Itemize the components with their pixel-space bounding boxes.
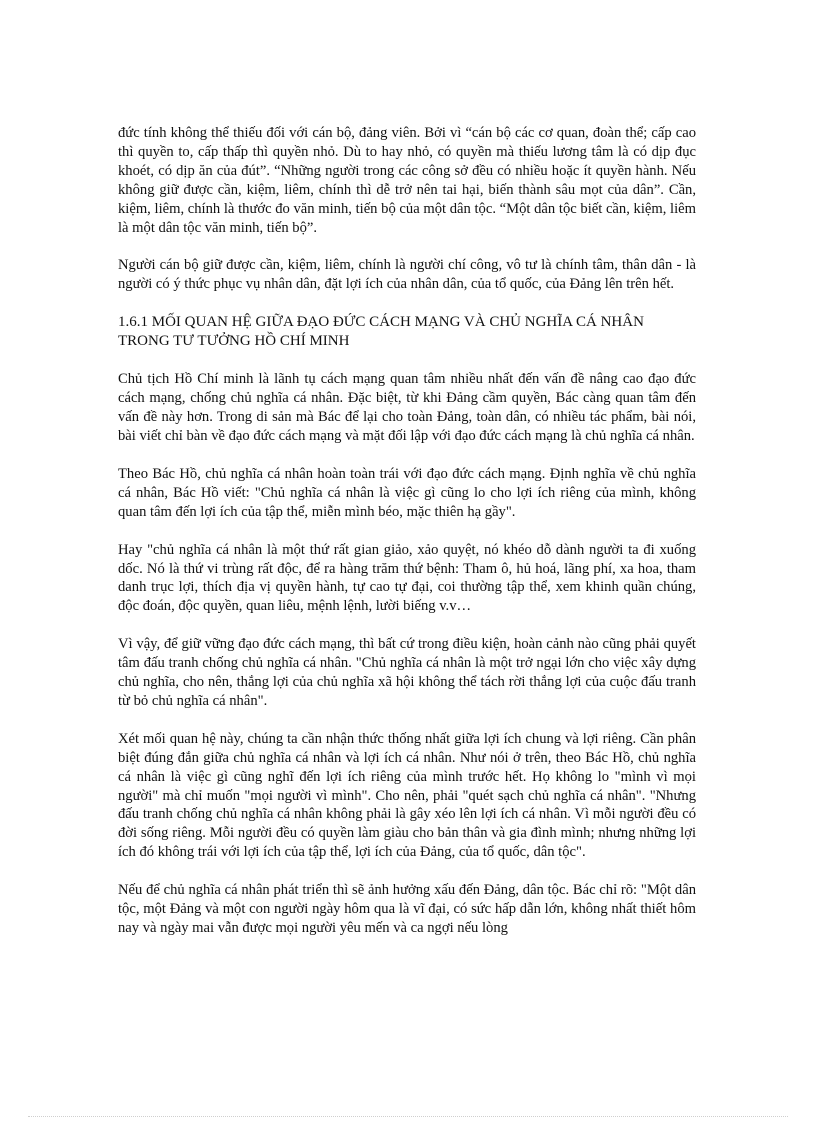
paragraph: Chủ tịch Hồ Chí minh là lãnh tụ cách mạng quan tâm nhiều nhất đến vấn đề nâng cao đạo đức cách mạng, chống chủ nghĩa cá nhân. Đặc biệt, từ khi Đảng cầm quyền, Bác càng quan tâm đến vấn đề này hơn. Trong di sản mà Bác để lại cho toàn Đảng, toàn dân, có nhiều tác phẩm, bài nói, bài viết chỉ bàn về đạo đức cách mạng và mặt đối lập với đạo đức cách mạng là chủ nghĩa cá nhân. bbox=[118, 371, 696, 444]
paragraph: Vì vậy, để giữ vững đạo đức cách mạng, thì bất cứ trong điều kiện, hoàn cảnh nào cũng phải quyết tâm đấu tranh chống chủ nghĩa cá nhân. "Chủ nghĩa cá nhân là một trở ngại lớn cho việc xây dựng chủ nghĩa, cho nên, thắng lợi của chủ nghĩa xã hội không thể tách rời thắng lợi của cuộc đấu tranh từ bỏ chủ nghĩa cá nhân". bbox=[118, 636, 696, 709]
paragraph: Xét mối quan hệ này, chúng ta cần nhận thức thống nhất giữa lợi ích chung và lợi riêng. Cần phân biệt đúng đắn giữa chủ nghĩa cá nhân và lợi ích cá nhân. Như nói ở trên, theo Bác Hồ, chủ nghĩa cá nhân là việc gì cũng nghĩ đến lợi ích riêng của mình trước hết. Họ không lo "mình vì mọi người" mà chỉ muốn "mọi người vì mình". Cho nên, phải "quét sạch chủ nghĩa cá nhân". "Nhưng đấu tranh chống chủ nghĩa cá nhân không phải là gây xéo lên lợi ích cá nhân. Vì mỗi người đều có đời sống riêng. Mỗi người đều có quyền làm giàu cho bản thân và gia đình mình; nhưng những lợi ích đó không trái với lợi ích của tập thể, lợi ích của Đảng, của tổ quốc, dân tộc". bbox=[118, 730, 696, 861]
paragraph: Hay "chủ nghĩa cá nhân là một thứ rất gian giảo, xảo quyệt, nó khéo dỗ dành người ta đi xuống dốc. Nó là thứ vi trùng rất độc, để ra hàng trăm thứ bệnh: Tham ô, hủ hoá, lãng phí, xa hoa, tham danh trục lợi, thích địa vị quyền hành, tự cao tự đại, coi thường tập thể, xem khinh quần chúng, độc đoán, độc quyền, quan liêu, mệnh lệnh, lười biếng v.v… bbox=[118, 541, 696, 615]
paragraph: Người cán bộ giữ được cần, kiệm, liêm, chính là người chí công, vô tư là chính tâm, thân dân - là người có ý thức phục vụ nhân dân, đặt lợi ích của nhân dân, của tổ quốc, của Đảng lên trên hết. bbox=[118, 257, 696, 293]
page-divider bbox=[28, 1116, 788, 1117]
paragraph: đức tính không thể thiếu đối với cán bộ, đảng viên. Bởi vì “cán bộ các cơ quan, đoàn thể; cấp cao thì quyền to, cấp thấp thì quyền nhỏ. Dù to hay nhỏ, có quyền mà thiếu lương tâm là có dịp đục khoét, có dịp ăn của đút”. “Những người trong các công sở đều có nhiều hoặc ít quyền hành. Nếu không giữ được cần, kiệm, liêm, chính thì dễ trở nên tai hại, biến thành sâu mọt của dân”. Cần, kiệm, liêm, chính là thước đo văn minh, tiến bộ của một dân tộc. “Một dân tộc biết cần, kiệm, liêm là một dân tộc văn minh, tiến bộ”. bbox=[118, 125, 696, 236]
section-heading: 1.6.1 MỐI QUAN HỆ GIỮA ĐẠO ĐỨC CÁCH MẠNG VÀ CHỦ NGHĨA CÁ NHÂN TRONG TƯ TƯỞNG HỒ CHÍ MINH bbox=[118, 314, 644, 350]
paragraph: Theo Bác Hồ, chủ nghĩa cá nhân hoàn toàn trái với đạo đức cách mạng. Định nghĩa về chủ nghĩa cá nhân, Bác Hồ viết: "Chủ nghĩa cá nhân là việc gì cũng lo cho lợi ích riêng của mình, không quan tâm đến lợi ích của tập thể, miễn mình béo, mặc thiên hạ gầy". bbox=[118, 465, 696, 520]
paragraph: Nếu để chủ nghĩa cá nhân phát triển thì sẽ ảnh hưởng xấu đến Đảng, dân tộc. Bác chỉ rõ: "Một dân tộc, một Đảng và một con người ngày hôm qua là vĩ đại, có sức hấp dẫn lớn, không nhất thiết hôm nay và ngày mai vẫn được mọi người yêu mến và ca ngợi nếu lòng bbox=[118, 882, 696, 936]
document-page bbox=[118, 124, 696, 957]
